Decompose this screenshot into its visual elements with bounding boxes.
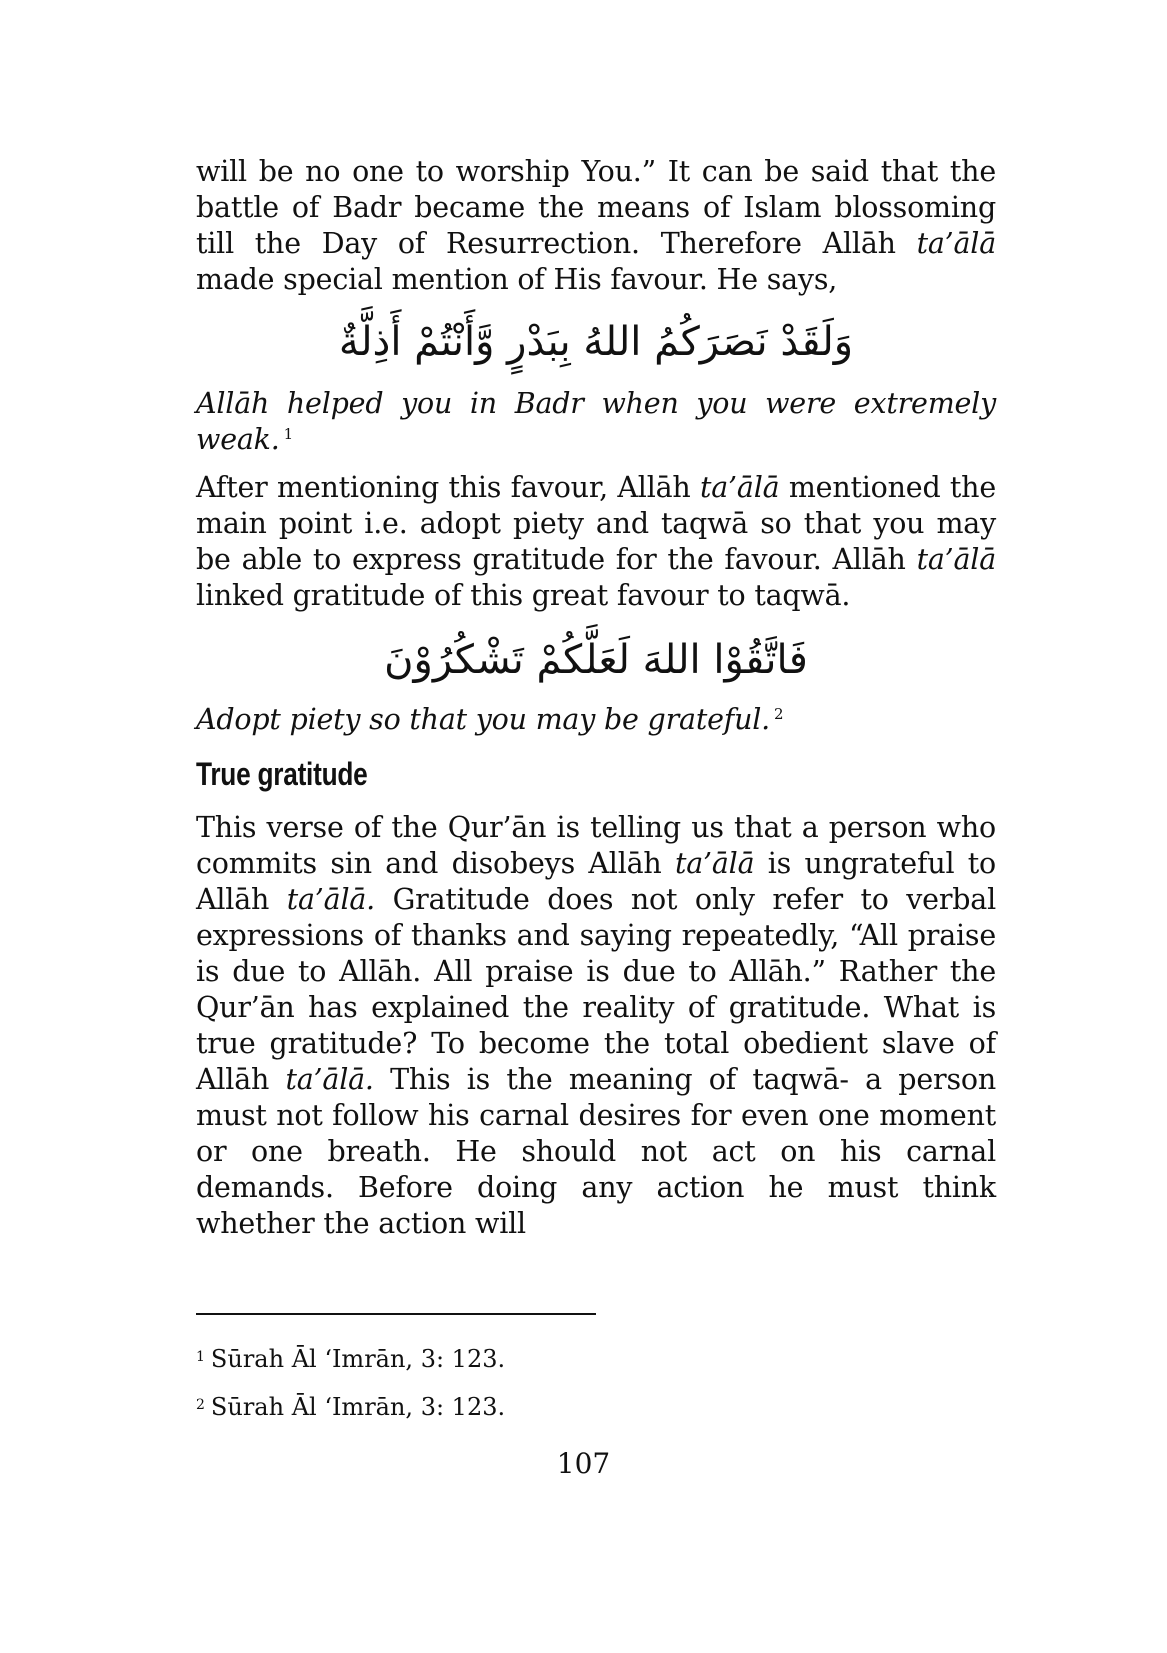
main-text	[196, 154, 996, 1242]
italic-term: ta’ālā	[916, 227, 996, 260]
verse-translation-2: Adopt piety so that you may be grateful. $^2$	[196, 703, 784, 736]
footnote-1: $^1$ Sūrah Āl ‘Imrān, 3: 123.	[196, 1345, 506, 1373]
paragraph-1: will be no one to worship You.” It can be said that the battle of Badr became the means of Islam blossoming till the Day of Resurrection. Therefore Allāh ta’ālā made special mention of His favour. He says,	[196, 155, 996, 296]
footnote-2: $^2$ Sūrah Āl ‘Imrān, 3: 123.	[196, 1393, 506, 1421]
arabic-verse-1: وَلَقَدْ نَصَرَكُمُ اللهُ بِبَدْرٍ وَّأَنْتُمْ أَذِلَّةٌ	[338, 319, 854, 365]
page-number: 107	[556, 1447, 611, 1480]
footnote-ref-2: 2	[774, 705, 784, 723]
section-heading: True gratitude	[196, 756, 368, 792]
paragraph-2: After mentioning this favour, Allāh ta’ālā mentioned the main point i.e. adopt piety and taqwā so that you may be able to express gratitude for the favour. Allāh ta’ālā linked gratitude of this great favour to taqwā.	[196, 471, 997, 612]
footnote-divider	[196, 1313, 596, 1315]
verse-translation-1: Allāh helped you in Badr when you were extremely weak. $^1$	[196, 387, 996, 456]
arabic-verse-2: فَاتَّقُوْا اللهَ لَعَلَّكُمْ تَشْكُرُوْنَ	[384, 637, 808, 683]
paragraph-3: This verse of the Qur’ān is telling us that a person who commits sin and disobeys Allāh ta’ālā is ungrateful to Allāh ta’ālā. Gratitude does not only refer to verbal expressions of thanks and saying repeatedly, “All praise is due to Allāh. All praise is due to Allāh.” Rather the Qur’ān has explained the reality of gratitude. What is true gratitude? To become the total obedient slave of Allāh ta’ālā. This is the meaning of taqwā- a person must not follow his carnal desires for even one moment or one breath. He should not act on his carnal demands. Before doing any action he must think whether the action will	[196, 811, 996, 1240]
footnote-ref-1: 1	[283, 425, 293, 443]
